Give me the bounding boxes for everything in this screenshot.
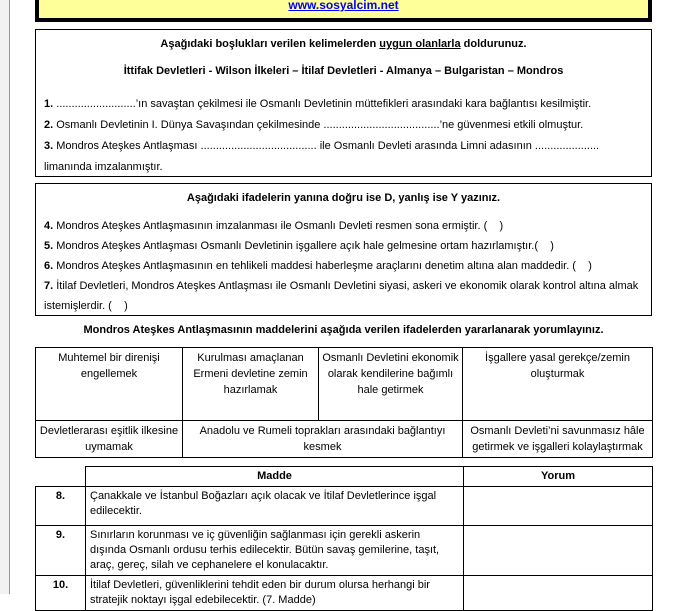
phrase-cell: Muhtemel bir direnişi engellemek	[36, 348, 183, 421]
question-5-number: 5.	[44, 240, 54, 252]
phrase-cell: Osmanlı Devletini ekonomik olarak kendilerine bağımlı hale getirmek	[319, 348, 463, 421]
question-6	[44, 256, 643, 276]
phrase-cell: Devletlerarası eşitlik ilkesine uymamak	[36, 421, 183, 458]
phrase-cell: Anadolu ve Rumeli toprakları arasındaki bağlantıyı kesmek	[183, 421, 463, 458]
question-2	[44, 115, 643, 136]
row-8-madde: Çanakkale ve İstanbul Boğazları açık olacak ve İtilaf Devletlerince işgal edilecektir.	[86, 487, 464, 526]
phrase-cell: İşgallere yasal gerekçe/zemin oluşturmak	[463, 348, 653, 421]
section1-questions	[44, 94, 643, 178]
row-9-number: 9.	[36, 526, 86, 576]
interpretation-heading: Mondros Ateşkes Antlaşmasının maddelerini aşağıda verilen ifadelerden yararlanarak yorumlayınız.	[83, 324, 604, 336]
site-banner	[35, 0, 652, 22]
question-2-text: Osmanlı Devletinin I. Dünya Savaşından çekilmesinde ......................................’ne güvenmesi etkili olmuştur.	[53, 119, 584, 131]
fill-in-blanks-section	[35, 29, 652, 177]
row-9-madde: Sınırların korunması ve iç güvenliğin sağlanması için gerekli askerin dışında Osmanlı ordusu terhis edilecektir. Bütün savaş gemilerine, taşıt, araç, gereç, silah ve cephanelere el konulacaktır.	[86, 526, 464, 576]
question-6-text: Mondros Ateşkes Antlaşmasının en tehlikeli maddesi haberleşme araçlarını denetim altına alan maddedir. ( )	[53, 260, 592, 272]
row-10-number: 10.	[36, 576, 86, 611]
madde-table-header-row	[36, 467, 653, 487]
question-3-text: Mondros Ateşkes Antlaşması ...................................... ile Osmanlı Devleti arasında Limni adasının ..................... limanında imzalanmıştır.	[44, 140, 603, 173]
phrase-bank-table	[35, 347, 653, 458]
question-6-number: 6.	[44, 260, 54, 272]
table-row-9	[36, 526, 653, 576]
phrase-row-1	[36, 348, 653, 421]
section1-title-pre: Aşağıdaki boşlukları verilen kelimelerden	[160, 38, 380, 50]
table-row-10	[36, 576, 653, 611]
site-link[interactable]: www.sosyalcim.net	[288, 0, 399, 12]
worksheet-page	[35, 0, 652, 611]
table-row-8	[36, 487, 653, 526]
section2-questions	[44, 216, 643, 316]
question-3-number: 3.	[44, 140, 54, 152]
question-4-text: Mondros Ateşkes Antlaşmasının imzalanması ile Osmanlı Devleti resmen sona ermiştir. ( )	[53, 220, 504, 232]
row-8-yorum	[464, 487, 653, 526]
phrase-row-2	[36, 421, 653, 458]
question-7-number: 7.	[44, 280, 54, 292]
question-5	[44, 236, 643, 256]
question-5-text: Mondros Ateşkes Antlaşması Osmanlı Devletinin işgallere açık hale gelmesine ortam hazırlamıştır.( )	[53, 240, 554, 252]
question-7-text: İtilaf Devletleri, Mondros Ateşkes Antlaşması ile Osmanlı Devletini siyasi, askeri ve ekonomik olarak kontrol altına almak istemişlerdir. ( )	[44, 280, 642, 312]
section1-title-post: doldurunuz.	[460, 38, 527, 50]
section1-title-underlined: uygun olanlarla	[379, 38, 461, 50]
madde-table-corner-cell	[36, 467, 86, 487]
row-9-yorum	[464, 526, 653, 576]
section2-title: Aşağıdaki ifadelerin yanına doğru ise D, yanlış ise Y yazınız.	[186, 192, 501, 204]
true-false-section	[35, 183, 652, 316]
section1-title	[44, 34, 643, 55]
row-10-yorum	[464, 576, 653, 611]
word-bank: İttifak Devletleri - Wilson İlkeleri – İtilaf Devletleri - Almanya – Bulgaristan – Mondros	[123, 65, 564, 77]
question-1	[44, 94, 643, 115]
question-1-number: 1.	[44, 98, 54, 110]
yorum-column-header: Yorum	[464, 467, 653, 487]
question-3	[44, 136, 643, 178]
page-left-gutter	[0, 0, 10, 594]
question-7	[44, 276, 643, 316]
question-4-number: 4.	[44, 220, 54, 232]
madde-column-header: Madde	[86, 467, 464, 487]
madde-yorum-table	[35, 466, 653, 611]
question-1-text: ..........................’ın savaştan çekilmesi ile Osmanlı Devletinin müttefikleri arasındaki kara bağlantısı kesilmiştir.	[53, 98, 592, 110]
phrase-cell: Osmanlı Devleti’ni savunmasız hâle getirmek ve işgalleri kolaylaştırmak	[463, 421, 653, 458]
row-8-number: 8.	[36, 487, 86, 526]
question-2-number: 2.	[44, 119, 54, 131]
question-4	[44, 216, 643, 236]
phrase-cell: Kurulması amaçlanan Ermeni devletine zemin hazırlamak	[183, 348, 319, 421]
row-10-madde: İtilaf Devletleri, güvenliklerini tehdit eden bir durum olursa herhangi bir stratejik noktayı işgal edebilecektir. (7. Madde)	[86, 576, 464, 611]
